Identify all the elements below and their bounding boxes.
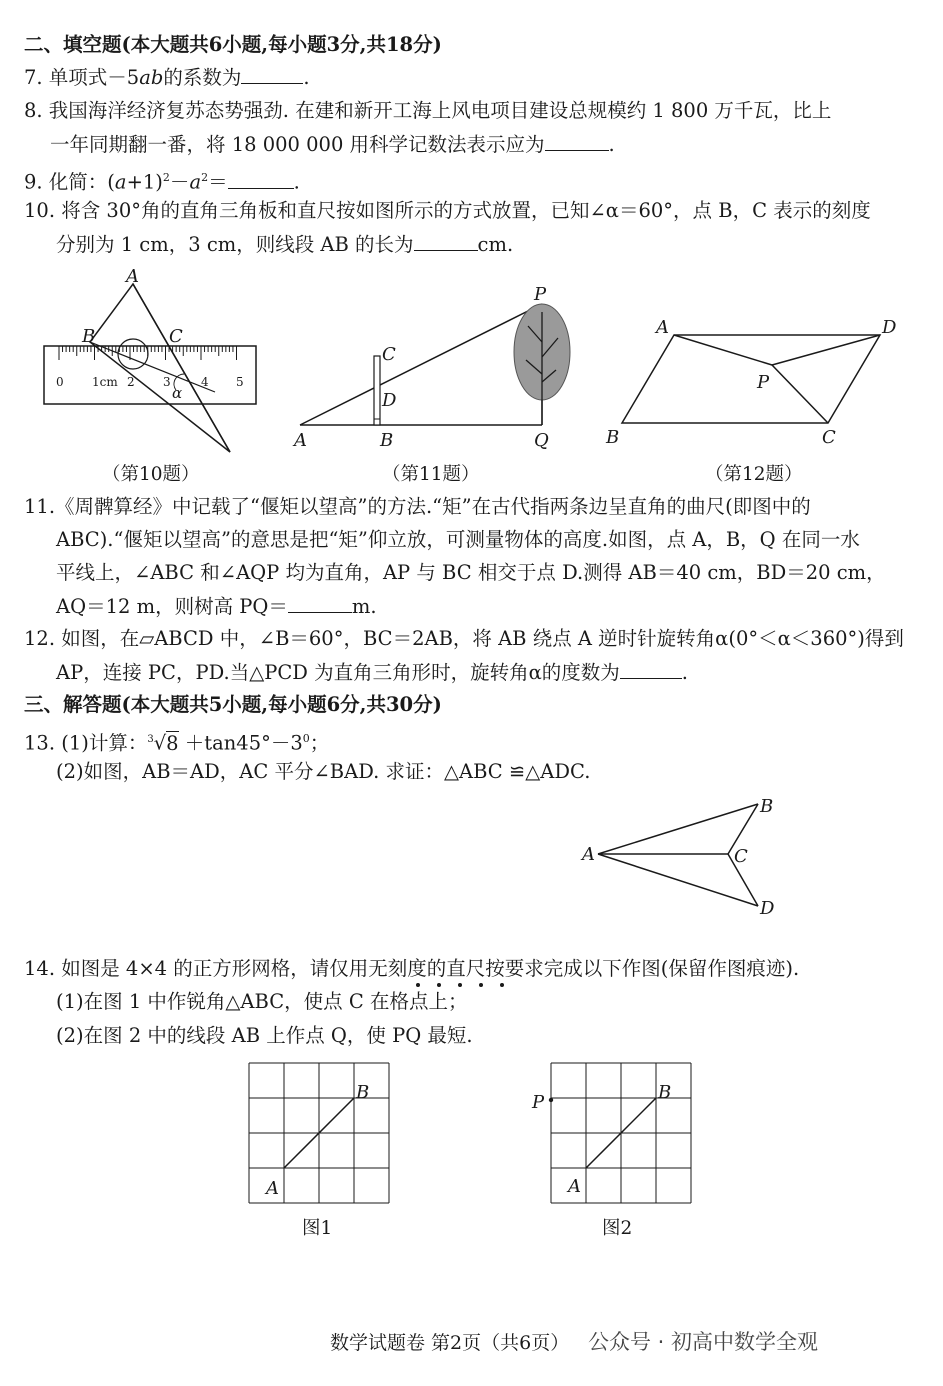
fig11-label-D: D [382, 390, 397, 411]
fig11-label-C: C [382, 344, 396, 365]
q12-end: . [681, 661, 688, 684]
question-13-part2: (2)如图，AB＝AD，AC 平分∠BAD. 求证：△ABC ≌△ADC. [56, 760, 591, 783]
fig11-label-A: A [294, 430, 307, 451]
tick-4: 4 [201, 375, 209, 389]
fig12-label-A: A [656, 317, 669, 338]
tick-1: 1cm [92, 375, 118, 389]
question-14-line2 [56, 990, 467, 1014]
figure-12 [600, 310, 910, 460]
grid1-caption: 图1 [302, 1218, 333, 1239]
segment-PD [772, 335, 880, 365]
q11-text: AQ＝12 m，则树高 PQ＝ [56, 595, 288, 618]
q9-exponent: 2 [162, 171, 170, 184]
tick-2: 2 [127, 375, 135, 389]
grid2-label-A: A [568, 1176, 581, 1197]
q12-answer-blank[interactable] [620, 660, 682, 679]
q14-end: ； [447, 990, 468, 1013]
q8-answer-blank[interactable] [545, 132, 609, 151]
q14-text: (1)在图 1 中作锐角△ABC，使点 C [56, 990, 370, 1013]
grid2-point-P [549, 1098, 553, 1102]
q9-var-a: a [114, 170, 127, 194]
question-10-line2 [56, 232, 513, 257]
square-vertical-arm [374, 356, 380, 425]
fig11-caption: （第11题） [382, 464, 480, 485]
watermark: 公众号 · 初高中数学全观 [588, 1330, 819, 1354]
fig10-label-alpha: α [172, 384, 183, 402]
fig11-label-P: P [534, 284, 547, 305]
q13-root-index: 3 [147, 734, 154, 745]
fig12-label-P: P [757, 372, 770, 393]
tick-5: 5 [236, 375, 244, 389]
q7-text-b: 的系数为 [163, 66, 242, 89]
ruler [44, 346, 256, 404]
grid2-label-P: P [532, 1092, 545, 1113]
segment-AP [674, 335, 772, 365]
grid1-label-B: B [356, 1082, 370, 1103]
q8-end: . [608, 133, 615, 156]
fig11-label-B: B [380, 430, 394, 451]
grid-figure-2 [528, 1062, 708, 1212]
q9-text-a: 9. 化简：( [24, 170, 115, 194]
fig13-label-A: A [582, 844, 595, 865]
q9-answer-blank[interactable] [228, 170, 294, 189]
q11-end: m. [351, 595, 377, 618]
q8-text: 一年同期翻一番，将 18 000 000 用科学记数法表示应为 [50, 133, 545, 156]
grid-figure-1 [240, 1062, 420, 1212]
fig12-label-B: B [606, 427, 620, 448]
q13-text-b: ＋tan45°－3 [178, 731, 303, 755]
radical-sign-icon: √ [153, 731, 167, 755]
question-8-line2 [50, 132, 615, 157]
q13-text: 13. (1)计算： [24, 731, 148, 755]
fig12-label-C: C [822, 427, 836, 448]
q11-answer-blank[interactable] [288, 594, 352, 613]
question-10-line1: 10. 将含 30°角的直角三角板和直尺按如图所示的方式放置，已知∠α＝60°，点 B，C 表示的刻度 [24, 199, 871, 222]
question-11-line2: ABC).“偃矩以望高”的意思是把“矩”仰立放，可测量物体的高度.如图，点 A，B，Q 在同一水 [56, 528, 860, 551]
question-9 [24, 166, 300, 195]
page-footer: 数学试题卷 第2页（共6页） [330, 1332, 570, 1354]
question-11-line3: 平线上，∠ABC 和∠AQP 均为直角，AP 与 BC 相交于点 D.测得 AB＝40 cm，BD＝20 cm， [56, 561, 886, 584]
q10-end: cm. [477, 233, 514, 256]
question-12-line2 [56, 660, 688, 685]
grid1-label-A: A [266, 1178, 279, 1199]
q13-radicand: 8 [166, 731, 179, 755]
q10-answer-blank[interactable] [414, 232, 478, 251]
q7-var: ab [139, 66, 164, 89]
parallelogram-ABCD [622, 335, 880, 423]
fig13-label-D: D [760, 898, 775, 919]
fig12-caption: （第12题） [705, 464, 803, 485]
question-11-line1: 11.《周髀算经》中记载了“偃矩以望高”的方法.“矩”在古代指两条边呈直角的曲尺(即图中的 [24, 495, 811, 518]
fig11-label-Q: Q [534, 430, 549, 451]
section-3-heading: 三、解答题(本大题共5小题,每小题6分,共30分) [24, 693, 442, 716]
q9-exponent-b: 2 [201, 171, 209, 184]
section-2-heading: 二、填空题(本大题共6小题,每小题3分,共18分) [24, 33, 442, 56]
q10-text: 分别为 1 cm，3 cm，则线段 AB 的长为 [56, 233, 414, 256]
question-7 [24, 65, 310, 90]
q7-text: 7. 单项式－5 [24, 66, 140, 89]
fig13-label-B: B [760, 796, 774, 817]
figure-11 [292, 282, 592, 462]
tick-0: 0 [56, 375, 64, 389]
grid2-label-B: B [658, 1082, 672, 1103]
emphasis-dots [415, 982, 515, 990]
question-14-line3: (2)在图 2 中的线段 AB 上作点 Q，使 PQ 最短. [56, 1024, 473, 1047]
fig10-label-A: A [126, 266, 139, 287]
fig10-label-B: B [82, 326, 96, 347]
q7-end: . [303, 66, 310, 89]
q9-var-b: a [189, 170, 202, 194]
grid2-caption: 图2 [602, 1218, 633, 1239]
question-14-line1: 14. 如图是 4×4 的正方形网格，请仅用无刻度的直尺按要求完成以下作图(保留作图痕迹). [24, 957, 800, 980]
question-11-line4 [56, 594, 377, 619]
question-8-line1: 8. 我国海洋经济复苏态势强劲. 在建和新开工海上风电项目建设总规模约 1 800 万千瓦，比上 [24, 99, 832, 122]
fig12-label-D: D [882, 317, 897, 338]
tick-3: 3 [163, 375, 171, 389]
q13-end: ； [309, 731, 330, 755]
q14-emphasis-text: 在格点上 [369, 990, 448, 1013]
q9-text-d: ＝ [208, 170, 228, 194]
question-13-part1 [24, 727, 329, 756]
fig10-caption: （第10题） [102, 464, 200, 485]
question-12-line1: 12. 如图，在▱ABCD 中，∠B＝60°，BC＝2AB，将 AB 绕点 A 逆时针旋转角α(0°＜α＜360°)得到 [24, 627, 904, 650]
fig13-label-C: C [734, 846, 748, 867]
q12-text: AP，连接 PC，PD.当△PCD 为直角三角形时，旋转角α的度数为 [56, 661, 620, 684]
q7-answer-blank[interactable] [241, 65, 303, 84]
figure-10 [30, 262, 270, 462]
fig10-label-C: C [169, 326, 183, 347]
q9-end: . [293, 170, 300, 194]
sight-line-AP [300, 304, 542, 425]
q13-exponent: 0 [302, 732, 310, 745]
q9-text-b: +1) [126, 170, 163, 194]
segment-PC [772, 365, 828, 423]
q9-text-c: － [169, 170, 190, 194]
figure-13 [580, 790, 800, 920]
